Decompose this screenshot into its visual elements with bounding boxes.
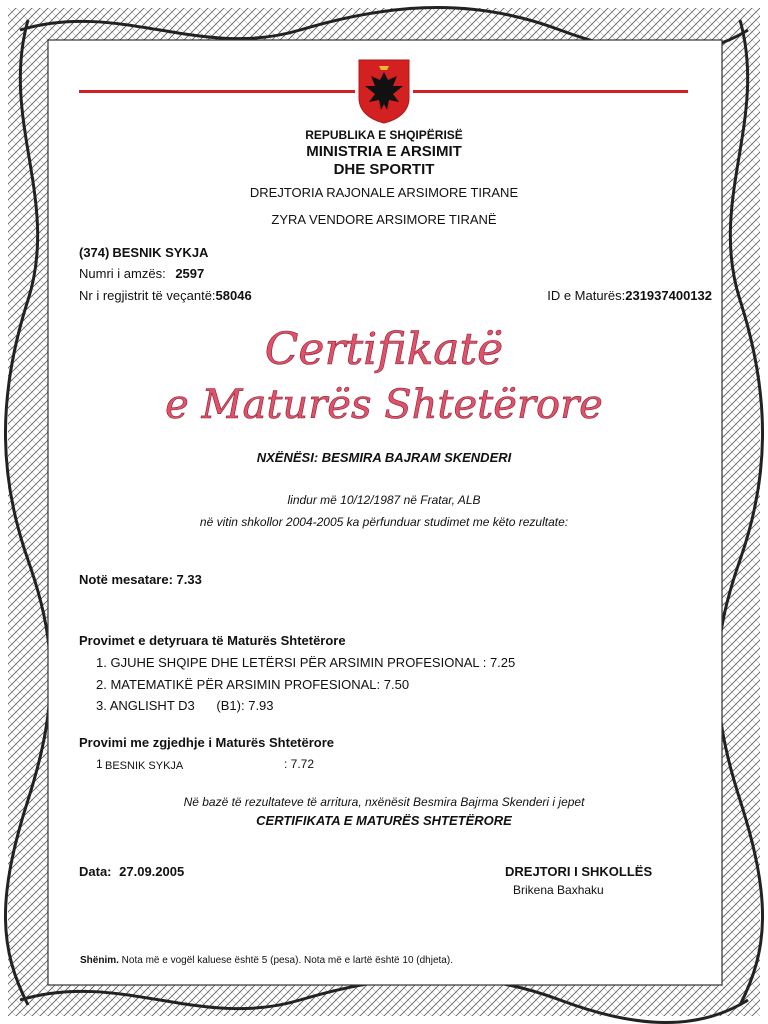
birth-line: lindur më 10/12/1987 në Fratar, ALB (287, 493, 481, 507)
elective-exam-heading: Provimi me zgjedhje i Maturës Shtetërore (79, 735, 335, 750)
office-name: ZYRA VENDORE ARSIMORE TIRANË (271, 212, 497, 227)
registry-name: BESNIK SYKJA (112, 245, 209, 260)
ministry-line-2: DHE SPORTIT (333, 161, 435, 178)
exam-item (96, 698, 274, 713)
exam-num: 3. (96, 698, 107, 713)
title-line-1: Certifikatë (264, 324, 504, 375)
footnote-label: Shënim. (80, 955, 119, 966)
elective-exam-num: 1 (96, 757, 103, 771)
elective-exam-score: : 7.72 (284, 757, 315, 771)
footnote-text: Nota më e vogël kaluese është 5 (pesa). Nota më e lartë është 10 (dhjeta). (118, 955, 453, 966)
exam-text: MATEMATIKË PËR ARSIMIN PROFESIONAL: 7.50 (110, 677, 410, 692)
registry-code: (374) (79, 245, 110, 260)
amze-line (79, 266, 204, 281)
albania-emblem-icon (357, 58, 411, 124)
mandatory-exams-heading: Provimet e detyruara të Maturës Shtetërore (79, 633, 346, 648)
conclusion-line: Në bazë të rezultateve të arritura, nxënësit Besmira Bajrma Skenderi i jepet (183, 795, 585, 809)
exam-item (96, 677, 409, 692)
elective-exam-subject: BESNIK SYKJA (105, 760, 184, 772)
ministry-line-1: MINISTRIA E ARSIMIT (306, 143, 462, 160)
footnote (80, 955, 453, 966)
certificate-title (120, 320, 648, 430)
header-rule-right (413, 90, 688, 93)
exam-num: 1. (96, 655, 107, 670)
special-registry-label: Nr i regjistrit të veçantë: (79, 288, 216, 303)
average-grade: Notë mesatare: 7.33 (79, 572, 202, 587)
matura-id-value: 231937400132 (625, 288, 712, 303)
amze-label: Numri i amzës: (79, 266, 166, 281)
directorate-name: DREJTORIA RAJONALE ARSIMORE TIRANE (249, 185, 519, 200)
director-name: Brikena Baxhaku (513, 883, 604, 897)
date-value: 27.09.2005 (119, 864, 185, 879)
student-name-line: NXËNËSI: BESMIRA BAJRAM SKENDERI (256, 450, 512, 465)
certificate-name: CERTIFIKATA E MATURËS SHTETËRORE (256, 813, 512, 828)
ministry-title (0, 143, 768, 179)
amze-value: 2597 (175, 266, 205, 281)
special-registry-line (79, 288, 252, 303)
director-title: DREJTORI I SHKOLLËS (505, 864, 653, 879)
special-registry-value: 58046 (215, 288, 252, 303)
header-rule-left (79, 90, 355, 93)
republic-title: REPUBLIKA E SHQIPËRISË (305, 128, 463, 142)
exam-text: ANGLISHT D3 (B1): 7.93 (109, 698, 274, 713)
exam-text: GJUHE SHQIPE DHE LETËRSI PËR ARSIMIN PROFESIONAL : 7.25 (110, 655, 516, 670)
school-year-line: në vitin shkollor 2004-2005 ka përfunduar studimet me këto rezultate: (199, 515, 569, 529)
title-line-2: e Maturës Shtetërore (165, 382, 603, 428)
matura-id-label: ID e Maturës: (547, 288, 626, 303)
exam-num: 2. (96, 677, 107, 692)
exam-item (96, 655, 515, 670)
date-line (79, 864, 184, 879)
matura-id-line (547, 288, 712, 303)
registry-code-line (79, 245, 208, 260)
date-label: Data: (79, 864, 112, 879)
